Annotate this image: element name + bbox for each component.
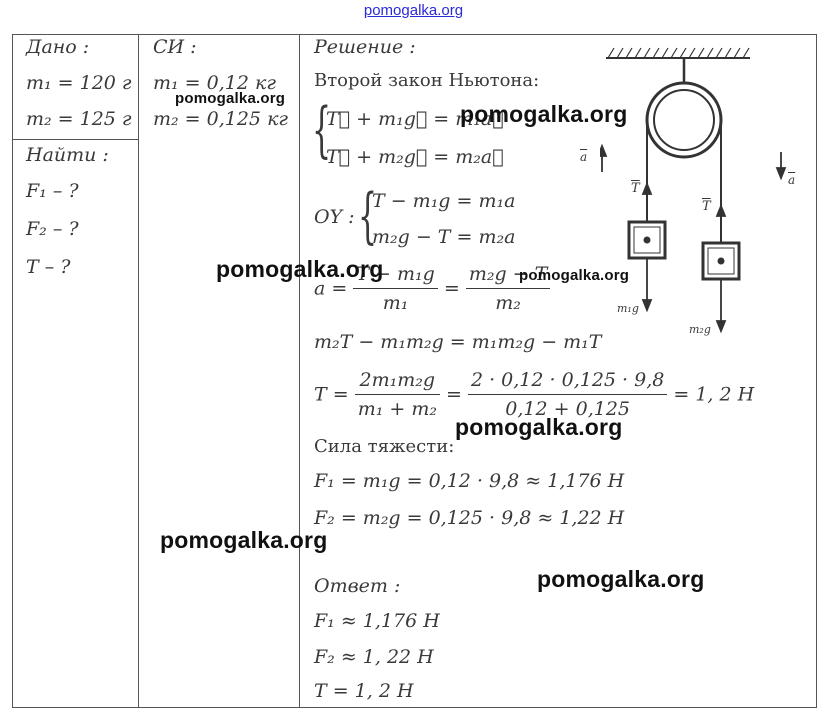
answer-F1: F₁ ≈ 1,176 Н [314, 610, 440, 632]
a-lhs: a = [314, 277, 348, 300]
ceiling-hatch [606, 48, 750, 58]
si-m1: m₁ = 0,12 кг [153, 72, 276, 94]
accel-arrowhead-left [600, 146, 606, 156]
a-frac1-den: m₁ [382, 292, 409, 314]
vector-equation-1: T⃗ + m₁g⃗ = m₁a⃗ [326, 108, 504, 130]
si-header: СИ : [153, 36, 197, 58]
oy-equation-2: m₂g − T = m₂a [372, 226, 516, 248]
given-find-divider [12, 139, 139, 140]
a-frac2-den: m₂ [495, 292, 521, 314]
watermark: pomogalka.org [160, 527, 328, 553]
T-frac2-den: 0,12 + 0,125 [505, 398, 630, 420]
answer-T: T = 1, 2 Н [314, 680, 414, 702]
m1g-label: m₁g [617, 302, 639, 315]
find-F1: F₁ – ? [26, 180, 79, 202]
T-frac2-num: 2 · 0,12 · 0,125 · 9,8 [468, 368, 667, 395]
gravity-label: Сила тяжести: [314, 436, 455, 457]
T-frac1-den: m₁ + m₂ [357, 398, 437, 420]
watermark: pomogalka.org [460, 101, 628, 127]
given-header: Дано : [26, 36, 90, 58]
mass-1-center [644, 237, 651, 244]
vector-equation-2: T⃗ + m₂g⃗ = m₂a⃗ [326, 146, 504, 168]
pulley-outer [647, 83, 721, 157]
tension-arrowhead-left [643, 184, 651, 194]
site-title-link[interactable]: pomogalka.org [363, 2, 464, 19]
accel-label-right: $\overline{a}$ [788, 173, 796, 187]
find-header: Найти : [26, 144, 109, 166]
newton-law-label: Второй закон Ньютона: [314, 70, 540, 91]
answer-F2: F₂ ≈ 1, 22 Н [314, 646, 434, 668]
gravity-arrowhead-1 [643, 300, 651, 310]
a-equals: = [443, 277, 460, 300]
tension-arrowhead-right [717, 206, 725, 216]
given-m2: m₂ = 125 г [26, 108, 132, 130]
pulley-inner [654, 90, 714, 150]
watermark: pomogalka.org [519, 267, 630, 284]
m2g-label: m₂g [689, 323, 711, 336]
a-frac1-num: T − m₁g [353, 262, 437, 289]
F2-calculation: F₂ = m₂g = 0,125 · 9,8 ≈ 1,22 Н [314, 507, 625, 529]
watermark: pomogalka.org [537, 566, 705, 592]
solution-header: Решение : [314, 36, 416, 58]
find-F2: F₂ – ? [26, 218, 79, 240]
T-result: = 1, 2 Н [673, 383, 755, 406]
column-divider-1 [138, 34, 139, 708]
system-brace: { [312, 95, 332, 165]
accel-label-left: $\overline{a}$ [580, 150, 588, 164]
tension-label-right: $\overline{T}$ [702, 199, 711, 214]
find-T: T – ? [26, 256, 71, 278]
answer-header: Ответ : [314, 575, 401, 597]
a-frac2-num: m₂g − T [466, 262, 550, 289]
T-lhs: T = [314, 383, 349, 406]
column-divider-2 [299, 34, 300, 708]
F1-calculation: F₁ = m₁g = 0,12 · 9,8 ≈ 1,176 Н [314, 470, 625, 492]
watermark: pomogalka.org [175, 90, 286, 107]
watermark: pomogalka.org [216, 256, 384, 282]
T-frac1-num: 2m₁m₂g [355, 368, 440, 395]
intermediate-equation: m₂T − m₁m₂g = m₁m₂g − m₁T [314, 331, 602, 353]
si-m2: m₂ = 0,125 кг [153, 108, 289, 130]
tension-label-left: $\overline{T}$ [631, 181, 640, 196]
watermark: pomogalka.org [455, 414, 623, 440]
T-fraction-1 [355, 368, 440, 421]
oy-label: OY : [314, 206, 355, 228]
T-equals: = [446, 383, 462, 406]
oy-equation-1: T − m₁g = m₁a [372, 190, 516, 212]
mass-2-center [718, 258, 725, 265]
given-m1: m₁ = 120 г [26, 72, 132, 94]
accel-arrowhead-right [777, 168, 785, 178]
oy-brace: { [358, 181, 378, 251]
gravity-arrowhead-2 [717, 321, 725, 331]
